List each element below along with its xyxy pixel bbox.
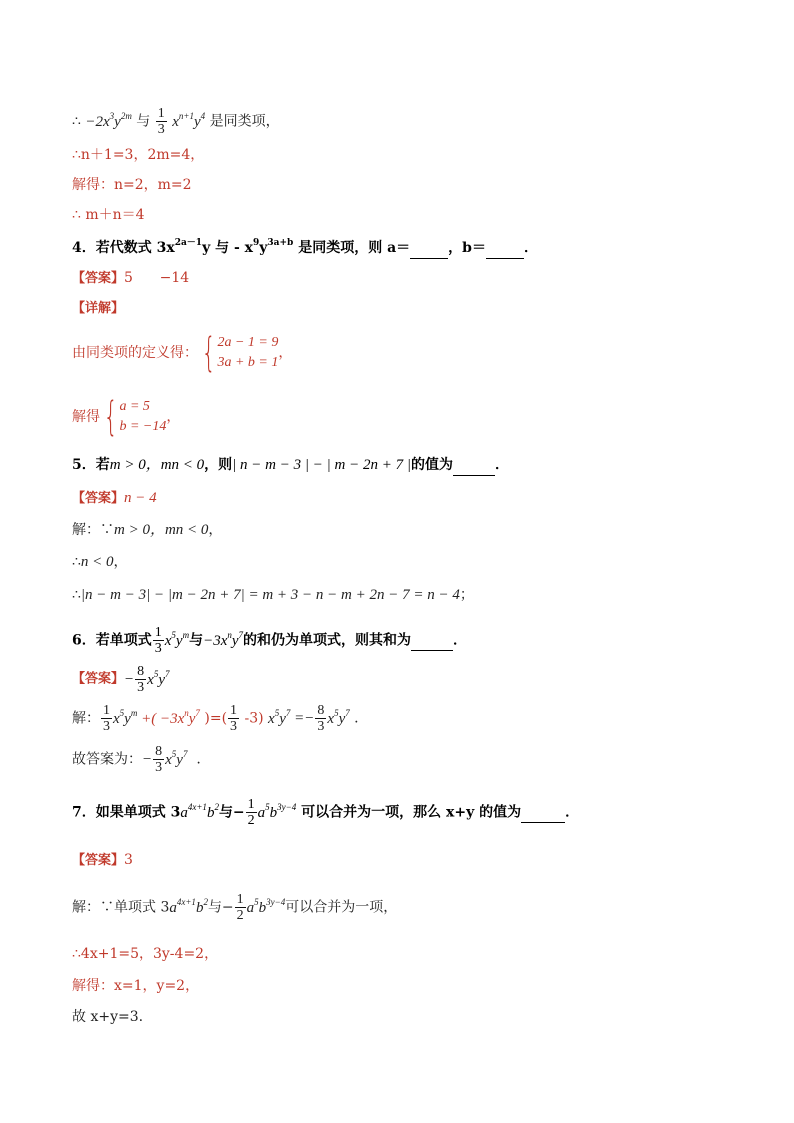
answer-4: 【答案】5 −14 — [72, 270, 190, 286]
solution-7-line-3: 解得：x=1，y=2， — [72, 978, 200, 994]
answer-5: 【答案】n − 4 — [72, 490, 157, 506]
question-7: 7．如果单项式 $3a^{4x+1}b^2$与− $\frac{1}{2}$ $a^5b^{3y-4}$ 可以合并为一项，那么 x+y 的值为 ． — [72, 797, 580, 828]
solution-7-line-2: ∴4x+1=5，3y-4=2， — [72, 946, 219, 962]
definition-system: 由同类项的定义得：{ 2a − 1 = 9 3a + b = 1 ， — [72, 330, 293, 376]
solution-7-line-4: 故 x+y=3. — [72, 1009, 144, 1025]
solution-5-line-1: 解：∵m > 0，mn < 0， — [72, 522, 223, 538]
question-6: 6．若单项式 $\frac{1}{3}$ $x^5y^m$与$-3x^ny^7$的和仍为单项式，则其和为 ． — [72, 625, 468, 656]
solution-line-1: ∴ $-2x^3y^{2m}$ 与 $\frac{1}{3}$ $x^{n+1}y^4$ 是同类项， — [72, 106, 280, 137]
detail-tag: 【详解】 — [72, 301, 125, 316]
solution-5-line-2: ∴n < 0， — [72, 554, 128, 570]
answer-6: 【答案】− $\frac{8}{3}$ $x^5y^7$ — [72, 664, 170, 695]
solution-line-3: 解得：n=2，m=2 — [72, 177, 192, 193]
solution-line-2: ∴n＋1=3，2m=4， — [72, 147, 205, 163]
solution-5-line-3: ∴|n − m − 3| − |m − 2n + 7| = m + 3 − n − m + 2n − 7 = n − 4； — [72, 587, 474, 603]
answer-7: 【答案】3 — [72, 852, 133, 868]
solution-6: 解： $\frac{1}{3}$ $x^5y^m$ +( $-3x^ny^7$ )=( $\frac{1}{3}$ -3) $x^5y^7$ =− $\frac{8}{3}$ $x^5y^7$ . — [72, 703, 359, 734]
fraction-one-third: $\frac{1}{3}$ — [157, 106, 165, 137]
solution-6-answer: 故答案为：− $\frac{8}{3}$ $x^5y^7$ . — [72, 744, 201, 775]
question-5: 5．若m > 0，mn < 0，则| n − m − 3 | − | m − 2n + 7 |的值为 ． — [72, 455, 509, 476]
solution-line-4: ∴ m＋n＝4 — [72, 207, 145, 223]
solution-7-line-1: 解：∵单项式 $3a^{4x+1}b^2$与− $\frac{1}{2}$ $a^5b^{3y-4}$可以合并为一项， — [72, 892, 398, 923]
question-4: 4．若代数式 $3x^{2a-1}y$ 与 - $x^9y^{3a+b}$ 是同类项，则 a＝ ，b＝ ． — [72, 238, 538, 259]
solution-system: 解得{ a = 5 b = −14 ， — [72, 394, 181, 440]
